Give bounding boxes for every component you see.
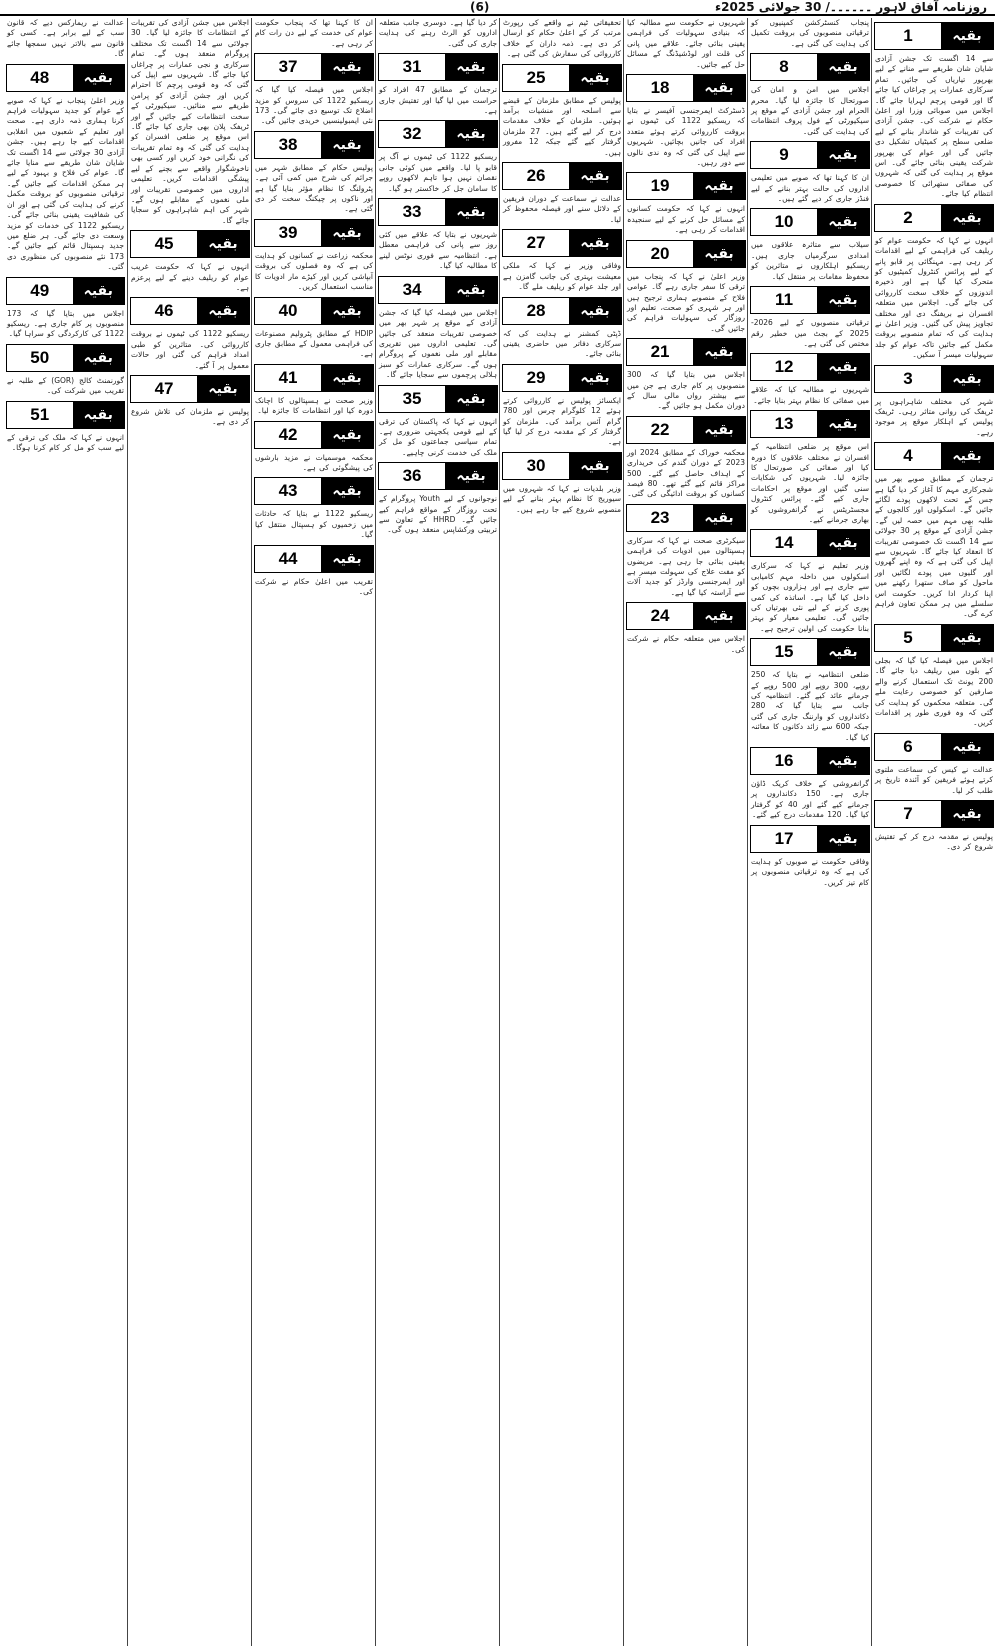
continuation-banner bbox=[254, 53, 374, 81]
continuation-banner bbox=[130, 230, 250, 258]
continuation-number: 30 bbox=[526, 455, 546, 475]
article-text: شہریوں نے بتایا کہ علاقے میں کئی روز سے پانی کی فراہمی معطل ہے۔ انتظامیہ سے فوری نوٹس لینے کا مطالبہ کیا گیا۔ bbox=[379, 230, 497, 271]
continuation-label: بقیہ bbox=[817, 748, 869, 774]
article-text: گورنمنٹ کالج (GOR) کے طلبہ نے تقریب میں شرکت کی۔ bbox=[7, 375, 125, 396]
article-text: اجلاس میں بتایا گیا کہ 173 منصوبوں پر کام جاری ہے۔ ریسکیو 1122 کی کارکردگی کو سراہا گیا۔ bbox=[7, 308, 124, 339]
continuation-banner bbox=[502, 452, 622, 480]
continuation-banner bbox=[874, 22, 994, 50]
continuation-number: 29 bbox=[526, 367, 546, 387]
article-text: ان کا کہنا تھا کہ پنجاب حکومت عوام کی خدمت کے لیے دن رات کام کر رہی ہے۔ bbox=[255, 18, 373, 48]
continuation-banner bbox=[874, 442, 994, 470]
article-text: نوجوانوں کے لیے Youth پروگرام کے تحت روزگار کے مواقع فراہم کیے جائیں گے۔ HHRD کے تعاون سے تربیتی ورکشاپس منعقد ہوں گی۔ bbox=[379, 494, 497, 535]
continuation-number: 22 bbox=[650, 419, 670, 439]
continuation-label: بقیہ bbox=[445, 121, 497, 147]
continuation-number: 9 bbox=[779, 145, 789, 165]
article-text: ضلعی انتظامیہ نے بتایا کہ 250 روپے، 300 روپے اور 500 روپے کے جرمانے عائد کیے گئے۔ انتظامیہ کی جانب سے بتایا گیا کہ 280 دکانداروں کو وارننگ جاری کی گئی جبکہ 600 سے زائد دکانوں کا معائنہ کیا گیا۔ bbox=[751, 670, 869, 742]
continuation-banner bbox=[6, 401, 125, 429]
continuation-number: 10 bbox=[774, 212, 794, 232]
continuation-label: بقیہ bbox=[321, 220, 373, 246]
continuation-number: 38 bbox=[278, 134, 298, 154]
article-text: HDIP کے مطابق پٹرولیم مصنوعات کی فراہمی معمول کے مطابق جاری ہے۔ bbox=[254, 328, 373, 359]
continuation-label: بقیہ bbox=[693, 241, 745, 267]
article-text: انہوں نے کہا کہ حکومت غریب عوام کو ریلیف دینے کے لیے پرعزم ہے۔ bbox=[131, 262, 249, 292]
continuation-label: بقیہ bbox=[817, 142, 869, 168]
continuation-label: بقیہ bbox=[817, 639, 869, 665]
article-text: عدالت نے سماعت کے دوران فریقین کے دلائل سنے اور فیصلہ محفوظ کر لیا۔ bbox=[503, 194, 621, 224]
continuation-banner bbox=[874, 204, 994, 232]
continuation-banner bbox=[254, 131, 374, 159]
continuation-label: بقیہ bbox=[693, 339, 745, 365]
continuation-label: بقیہ bbox=[321, 478, 373, 504]
continuation-number: 18 bbox=[650, 78, 670, 98]
continuation-number: 39 bbox=[278, 222, 298, 242]
continuation-banner bbox=[874, 800, 994, 828]
article-text: محکمہ خوراک کے مطابق 2024 اور 2023 کے دوران گندم کی خریداری کے اہداف حاصل کیے گئے۔ 500 مراکز قائم کیے گئے تھے۔ 80 فیصد کسانوں کو بروقت ادائیگی کی گئی۔ bbox=[627, 447, 745, 499]
article-text: پولیس نے مقدمہ درج کر کے تفتیش شروع کر دی۔ bbox=[875, 831, 993, 852]
continuation-banner bbox=[502, 297, 622, 325]
continuation-number: 42 bbox=[278, 424, 298, 444]
continuation-label: بقیہ bbox=[73, 65, 124, 91]
article-text: پولیس نے ملزمان کی تلاش شروع کر دی ہے۔ bbox=[131, 406, 249, 427]
article-text: گرانفروشی کے خلاف کریک ڈاؤن جاری ہے۔ 150 دکانداروں پر جرمانے کیے گئے اور 40 کو گرفتار کیا گیا۔ 120 مقدمات درج کیے گئے۔ bbox=[751, 779, 869, 820]
article-text: شہریوں نے مطالبہ کیا کہ علاقے میں صفائی کا نظام بہتر بنایا جائے۔ bbox=[751, 385, 869, 405]
continuation-banner bbox=[378, 198, 498, 226]
continuation-number: 31 bbox=[402, 57, 422, 77]
continuation-banner bbox=[750, 141, 870, 169]
article-text: ایکسائز پولیس نے کارروائی کرتے ہوئے 12 کلوگرام چرس اور 780 گرام آئس برآمد کی۔ ملزمان کو گرفتار کر کے مقدمہ درج کر لیا گیا ہے۔ bbox=[503, 395, 621, 447]
article-text: تقریب میں اعلیٰ حکام نے شرکت کی۔ bbox=[255, 576, 373, 596]
continuation-number: 4 bbox=[903, 446, 913, 466]
continuation-number: 2 bbox=[903, 207, 913, 227]
continuation-number: 3 bbox=[903, 368, 913, 388]
continuation-number: 25 bbox=[526, 67, 546, 87]
article-text: محکمہ موسمیات نے مزید بارشوں کی پیشگوئی کی ہے۔ bbox=[255, 452, 373, 472]
continuation-banner bbox=[502, 64, 622, 92]
continuation-banner bbox=[626, 338, 746, 366]
continuation-banner bbox=[750, 410, 870, 438]
continuation-number: 14 bbox=[774, 533, 794, 553]
continuation-number: 33 bbox=[402, 202, 422, 222]
continuation-label: بقیہ bbox=[941, 801, 993, 827]
continuation-label: بقیہ bbox=[321, 422, 373, 448]
continuation-number: 19 bbox=[650, 176, 670, 196]
continuation-label: بقیہ bbox=[941, 734, 993, 760]
news-column bbox=[251, 18, 376, 1646]
article-text: وزیر بلدیات نے کہا کہ شہروں میں سیوریج کا نظام بہتر بنانے کے لیے منصوبے شروع کیے جا رہے ہیں۔ bbox=[503, 483, 621, 514]
continuation-banner bbox=[874, 365, 994, 393]
article-text: ان کا کہنا تھا کہ صوبے میں تعلیمی اداروں کی حالت بہتر بنانے کے لیے فنڈز جاری کر دیے گئے ہیں۔ bbox=[751, 173, 869, 204]
continuation-banner bbox=[6, 344, 125, 372]
article-text: اجلاس میں فیصلہ کیا گیا کہ بجلی کے بلوں میں ریلیف دیا جائے گا۔ 200 یونٹ تک استعمال کرنے والے صارفین کو خصوصی رعایت ملے گی۔ متعلقہ محکموں کو ہدایت کی گئی کہ وہ فوری طور پر اقدامات کریں۔ bbox=[875, 655, 993, 728]
continuation-label: بقیہ bbox=[817, 54, 869, 80]
continuation-label: بقیہ bbox=[569, 453, 621, 479]
continuation-number: 40 bbox=[278, 300, 298, 320]
article-text: سیکرٹری صحت نے کہا کہ سرکاری ہسپتالوں میں ادویات کی فراہمی یقینی بنائی جا رہی ہے۔ مریضوں کو مفت علاج کی سہولت میسر ہے اور ایمرجنسی وارڈز کو جدید آلات سے آراستہ کیا گیا ہے۔ bbox=[627, 535, 745, 597]
article-text: انہوں نے کہا کہ حکومت کسانوں کے مسائل حل کرنے کے لیے سنجیدہ اقدامات کر رہی ہے۔ bbox=[627, 204, 745, 235]
continuation-label: بقیہ bbox=[817, 354, 869, 380]
article-text: اجلاس میں فیصلہ کیا گیا کہ ریسکیو 1122 کی سروس کو مزید اضلاع تک توسیع دی جائے گی۔ 173 نئی ایمبولینسیں خریدی جائیں گی۔ bbox=[255, 85, 373, 126]
continuation-banner bbox=[254, 421, 374, 449]
continuation-number: 21 bbox=[650, 342, 670, 362]
continuation-banner bbox=[750, 353, 870, 381]
article-text: اجلاس میں فیصلہ کیا گیا کہ جشن آزادی کے موقع پر شہر بھر میں خصوصی تقریبات منعقد کی جائیں گی۔ تعلیمی اداروں میں تقریری مقابلے اور ملی نغموں کے پروگرام ہوں گے۔ سرکاری عمارات کو سبز ہلالی پرچموں سے سجایا جائے گا۔ bbox=[379, 307, 497, 380]
continuation-label: بقیہ bbox=[569, 65, 621, 91]
article-text: عدالت نے ریمارکس دیے کہ قانون سب کے لیے برابر ہے۔ کسی کو قانون سے بالاتر نہیں سمجھا جائے گا۔ bbox=[7, 18, 124, 59]
continuation-banner bbox=[254, 219, 374, 247]
news-column bbox=[127, 18, 252, 1646]
continuation-banner bbox=[378, 276, 498, 304]
continuation-banner bbox=[378, 120, 498, 148]
article-text: اجلاس میں امن و امان کی صورتحال کا جائزہ لیا گیا۔ محرم الحرام اور جشن آزادی کے موقع پر سیکیورٹی کے فول پروف انتظامات کی ہدایت کی گئی۔ bbox=[751, 85, 869, 136]
article-text: شہریوں نے حکومت سے مطالبہ کیا کہ بنیادی سہولیات کی فراہمی یقینی بنائی جائے۔ علاقے میں پانی کی قلت اور لوڈشیڈنگ کے مسائل حل کیے جائیں۔ bbox=[627, 18, 745, 69]
continuation-number: 48 bbox=[30, 67, 50, 87]
continuation-banner bbox=[750, 529, 870, 557]
article-text: سے 14 اگست تک جشن آزادی شایان شان طریقے سے منانے کے لیے بھرپور تیاریاں کی جائیں۔ تمام سرکاری عمارات پر چراغاں کیا جائے گا اور قومی پرچم لہرایا جائے گا۔ اجلاس میں صوبائی وزرا اور اعلیٰ حکام نے شرکت کی۔ جشن آزادی کی تقریبات کو شاندار بنانے کے لیے ضلعی سطح پر کمیٹیاں تشکیل دی جائیں گی اور عوام کی بھرپور شرکت یقینی بنائی جائے گی۔ اس موقع پر ہدایت کی گئی کہ شہروں کی صفائی ستھرائی کا خصوصی انتظام کیا جائے۔ bbox=[875, 54, 993, 199]
article-text: کر دیا گیا ہے۔ دوسری جانب متعلقہ اداروں کو الرٹ رہنے کی ہدایت جاری کی گئی۔ bbox=[379, 18, 497, 48]
continuation-number: 50 bbox=[30, 347, 50, 367]
continuation-banner bbox=[502, 229, 622, 257]
continuation-label: بقیہ bbox=[941, 625, 993, 651]
continuation-label: بقیہ bbox=[569, 365, 621, 391]
news-column bbox=[871, 18, 995, 1646]
continuation-number: 1 bbox=[903, 26, 913, 45]
continuation-banner bbox=[6, 64, 125, 92]
continuation-number: 44 bbox=[278, 548, 298, 568]
continuation-banner bbox=[254, 545, 374, 573]
news-column bbox=[4, 18, 127, 1646]
continuation-label: بقیہ bbox=[321, 365, 373, 391]
news-column bbox=[747, 18, 872, 1646]
continuation-number: 45 bbox=[154, 234, 174, 254]
news-column bbox=[499, 18, 624, 1646]
continuation-number: 43 bbox=[278, 481, 298, 501]
continuation-banner bbox=[626, 74, 746, 102]
news-column bbox=[375, 18, 500, 1646]
article-text: اجلاس میں متعلقہ حکام نے شرکت کی۔ bbox=[627, 634, 745, 654]
continuation-number: 8 bbox=[779, 57, 789, 77]
article-text: اجلاس میں جشن آزادی کی تقریبات کے انتظامات کا جائزہ لیا گیا۔ 30 جولائی سے 14 اگست تک مختلف پروگرام منعقد ہوں گے۔ تمام سرکاری و نجی عمارات پر چراغاں کیا جائے گا۔ شہریوں سے اپیل کی گئی کہ وہ قومی پرچم کا احترام کریں اور جشن آزادی کو پرامن طریقے سے منائیں۔ سیکیورٹی کے سخت انتظامات کیے جائیں گے اور ٹریفک پلان بھی جاری کیا جائے گا۔ اس موقع پر ضلعی افسران کو ہدایت کی گئی کہ وہ تمام تقریبات کی نگرانی خود کریں اور کسی بھی ناخوشگوار واقعے سے بچنے کے لیے پیشگی اقدامات کریں۔ تعلیمی اداروں میں خصوصی تقریبات اور ملی نغموں کے مقابلے ہوں گے۔ شہر کی اہم شاہراہوں کو سجایا جائے گا۔ bbox=[131, 18, 249, 225]
continuation-banner bbox=[254, 297, 374, 325]
continuation-banner bbox=[378, 53, 498, 81]
continuation-label: بقیہ bbox=[321, 298, 373, 324]
article-text: وزیر اعلیٰ پنجاب نے کہا کہ صوبے کے عوام کو جدید سہولیات فراہم کرنا ہماری ذمہ داری ہے۔ صحت اور تعلیم کے شعبوں میں انقلابی اقدامات کیے جا رہے ہیں۔ جشن آزادی 30 جولائی سے 14 اگست تک شایان شان طریقے سے منایا جائے گا۔ عوام کی فلاح و بہبود کے لیے ہر ممکن اقدامات کیے جائیں گے۔ ترقیاتی منصوبوں کو بروقت مکمل کرنے کی ہدایت کی گئی ہے اور ان کی شفافیت یقینی بنائی جائے گی۔ ریسکیو 1122 کی خدمات کو مزید وسعت دی جائے گی۔ ہر ضلع میں جدید ہسپتال قائم کیے جائیں گے۔ 173 نئے منصوبوں کی منظوری دی گئی۔ bbox=[7, 95, 124, 272]
article-text: اس موقع پر ضلعی انتظامیہ کے افسران نے مختلف علاقوں کا دورہ کیا اور صفائی کی صورتحال کا جائزہ لیا۔ شہریوں کی شکایات سنی گئیں اور موقع پر احکامات جاری کیے گئے۔ پرائس کنٹرول مجسٹریٹس نے گرانفروشوں کو بھاری جرمانے کیے۔ bbox=[751, 442, 869, 524]
continuation-label: بقیہ bbox=[817, 411, 869, 437]
continuation-banner bbox=[130, 297, 250, 325]
continuation-label: بقیہ bbox=[693, 173, 745, 199]
article-text: اجلاس میں بتایا گیا کہ 300 منصوبوں پر کام جاری ہے جن میں سے بیشتر رواں مالی سال کے دوران مکمل ہو جائیں گے۔ bbox=[627, 370, 745, 411]
article-text: محکمہ زراعت نے کسانوں کو ہدایت کی ہے کہ وہ فصلوں کی بروقت آبپاشی کریں اور کیڑے مار ادویات کا مناسب استعمال کریں۔ bbox=[255, 250, 373, 292]
continuation-number: 41 bbox=[278, 367, 298, 387]
continuation-number: 24 bbox=[650, 606, 670, 626]
continuation-label: بقیہ bbox=[941, 443, 993, 469]
continuation-banner bbox=[750, 208, 870, 236]
continuation-label: بقیہ bbox=[693, 505, 745, 531]
continuation-number: 47 bbox=[154, 378, 174, 398]
continuation-number: 6 bbox=[903, 736, 913, 756]
continuation-label: بقیہ bbox=[445, 463, 497, 489]
continuation-number: 27 bbox=[526, 233, 546, 253]
article-text: ریسکیو 1122 کی ٹیموں نے آگ پر قابو پا لیا۔ واقعے میں کوئی جانی نقصان نہیں ہوا تاہم لاکھوں روپے کا سامان جل کر خاکستر ہو گیا۔ bbox=[379, 152, 497, 193]
continuation-number: 46 bbox=[154, 301, 174, 321]
continuation-label: بقیہ bbox=[445, 277, 497, 303]
article-text: ترجمان کے مطابق صوبے بھر میں شجرکاری مہم کا آغاز کر دیا گیا ہے جس کے تحت لاکھوں پودے لگائے جائیں گے۔ اسکولوں اور کالجوں کے طلبہ بھی مہم میں حصہ لیں گے۔ جشن آزادی کے موقع پر 30 جولائی سے 14 اگست تک خصوصی تقریبات کا انعقاد کیا جائے گا۔ شہریوں سے اپیل کی گئی ہے کہ وہ اپنے گھروں اور گلیوں میں پودے لگائیں اور ماحول کو صاف ستھرا رکھنے میں اپنا کردار ادا کریں۔ حکومت اس سلسلے میں ہر ممکن تعاون فراہم کرے گی۔ bbox=[875, 474, 994, 619]
continuation-label: بقیہ bbox=[941, 23, 993, 49]
article-text: پولیس کے مطابق ملزمان کے قبضے سے اسلحہ اور منشیات برآمد ہوئیں۔ ملزمان کے خلاف مقدمات درج کر لیے گئے ہیں۔ 27 ملزمان گرفتار کیے گئے جبکہ 12 مفرور ہیں۔ bbox=[503, 95, 621, 157]
continuation-banner bbox=[750, 825, 870, 853]
article-text: انہوں نے کہا کہ ملک کی ترقی کے لیے سب کو مل کر کام کرنا ہوگا۔ bbox=[7, 432, 124, 452]
continuation-number: 49 bbox=[30, 280, 50, 300]
article-text: ریسکیو 1122 کی ٹیموں نے بروقت کارروائی کی۔ متاثرین کو طبی امداد فراہم کی گئی اور حالات معمول پر آ گئے۔ bbox=[131, 329, 249, 370]
article-text: وزیر صحت نے ہسپتالوں کا اچانک دورہ کیا اور انتظامات کا جائزہ لیا۔ bbox=[255, 395, 373, 416]
article-text: سیلاب سے متاثرہ علاقوں میں امدادی سرگرمیاں جاری ہیں۔ ریسکیو اہلکاروں نے متاثرین کو محفوظ مقامات پر منتقل کیا۔ bbox=[751, 240, 869, 281]
continuation-number: 16 bbox=[774, 751, 794, 771]
continuation-label: بقیہ bbox=[569, 298, 621, 324]
continuation-banner bbox=[502, 364, 622, 392]
continuation-label: بقیہ bbox=[817, 826, 869, 852]
continuation-banner bbox=[750, 53, 870, 81]
continuation-number: 37 bbox=[278, 57, 298, 77]
article-text: پنجاب کنسٹرکشن کمپنیوں کو ترقیاتی منصوبوں کی بروقت تکمیل کی ہدایت کی گئی ہے۔ bbox=[751, 18, 869, 48]
continuation-banner bbox=[502, 162, 622, 190]
continuation-number: 7 bbox=[903, 803, 913, 823]
continuation-number: 11 bbox=[775, 290, 794, 310]
continuation-number: 28 bbox=[526, 300, 546, 320]
continuation-label: بقیہ bbox=[197, 376, 249, 402]
continuation-banner bbox=[254, 364, 374, 392]
continuation-label: بقیہ bbox=[321, 546, 373, 572]
continuation-banner bbox=[874, 733, 994, 761]
continuation-label: بقیہ bbox=[569, 230, 621, 256]
continuation-label: بقیہ bbox=[693, 75, 745, 101]
continuation-label: بقیہ bbox=[73, 402, 124, 428]
article-text: ڈپٹی کمشنر نے ہدایت کی کہ سرکاری دفاتر میں حاضری یقینی بنائی جائے۔ bbox=[503, 328, 621, 359]
article-text: انہوں نے کہا کہ پاکستان کی ترقی کے لیے قومی یکجہتی ضروری ہے۔ تمام سیاسی جماعتوں کو مل کر ملک کی خدمت کرنی چاہیے۔ bbox=[379, 416, 497, 457]
article-text: ریسکیو 1122 نے بتایا کہ حادثات میں زخمیوں کو ہسپتال منتقل کیا گیا۔ bbox=[255, 509, 373, 540]
continuation-banner bbox=[6, 277, 125, 305]
article-text: عدالت نے کیس کی سماعت ملتوی کرتے ہوئے فریقین کو آئندہ تاریخ پر طلب کر لیا۔ bbox=[875, 764, 993, 795]
continuation-number: 20 bbox=[650, 243, 670, 263]
continuation-banner bbox=[378, 462, 498, 490]
continuation-label: بقیہ bbox=[569, 163, 621, 189]
article-text: انہوں نے کہا کہ حکومت عوام کو ریلیف کی فراہمی کے لیے اقدامات کر رہی ہے۔ مہنگائی پر قابو پانے کے لیے پرائس کنٹرول کمیٹیوں کو متحرک کیا گیا ہے اور ذخیرہ اندوزوں کے خلاف سخت کارروائی کی جائے گی۔ اجلاس میں متعلقہ افسران نے بریفنگ دی اور مختلف تجاویز پیش کی گئیں۔ وزیر اعلیٰ نے ہدایت کی کہ تمام منصوبے بروقت مکمل کیے جائیں تاکہ عوام کو جلد سہولیات میسر آ سکیں۔ bbox=[875, 235, 993, 360]
continuation-label: بقیہ bbox=[693, 603, 745, 629]
continuation-label: بقیہ bbox=[817, 287, 869, 313]
continuation-number: 13 bbox=[774, 414, 794, 434]
continuation-label: بقیہ bbox=[445, 199, 497, 225]
article-text: ڈسٹرکٹ ایمرجنسی آفیسر نے بتایا کہ ریسکیو 1122 کی ٹیموں نے بروقت کارروائی کرتے ہوئے متعدد افراد کی جانیں بچائیں۔ شہریوں سے اپیل کی گئی کہ وہ ندی نالوں سے دور رہیں۔ bbox=[627, 106, 745, 168]
continuation-label: بقیہ bbox=[197, 298, 249, 324]
continuation-label: بقیہ bbox=[817, 209, 869, 235]
continuation-number: 36 bbox=[402, 466, 422, 486]
continuation-number: 35 bbox=[402, 388, 422, 408]
article-text: ترقیاتی منصوبوں کے لیے 2026-2025 کے بجٹ میں خطیر رقم مختص کی گئی ہے۔ bbox=[751, 318, 869, 348]
article-text: وزیر تعلیم نے کہا کہ سرکاری اسکولوں میں داخلہ مہم کامیابی سے جاری ہے اور ہزاروں بچوں کو داخل کیا گیا ہے۔ اساتذہ کی کمی پوری کرنے کے لیے نئی بھرتیاں کی جائیں گی۔ تعلیمی معیار کو بہتر بنانا حکومت کی اولین ترجیح ہے۔ bbox=[751, 561, 869, 633]
continuation-label: بقیہ bbox=[445, 386, 497, 412]
continuation-banner bbox=[378, 385, 498, 413]
continuation-number: 34 bbox=[402, 279, 422, 299]
continuation-banner bbox=[130, 375, 250, 403]
continuation-label: بقیہ bbox=[321, 54, 373, 80]
article-text: وزیر اعلیٰ نے کہا کہ پنجاب میں ترقی کا سفر جاری رہے گا۔ عوامی فلاح کے منصوبے ہماری ترجیح ہیں اور ہر شہری کو صحت، تعلیم اور روزگار کی سہولیات فراہم کی جائیں گی۔ bbox=[627, 271, 745, 333]
continuation-number: 26 bbox=[526, 166, 546, 186]
continuation-number: 17 bbox=[774, 828, 794, 848]
continuation-label: بقیہ bbox=[817, 530, 869, 556]
continuation-banner bbox=[750, 638, 870, 666]
continuation-banner bbox=[626, 504, 746, 532]
continuation-banner bbox=[626, 602, 746, 630]
continuation-banner bbox=[626, 416, 746, 444]
continuation-banner bbox=[874, 624, 994, 652]
news-column bbox=[623, 18, 748, 1646]
article-text: پولیس حکام کے مطابق شہر میں جرائم کی شرح میں کمی آئی ہے۔ پٹرولنگ کا نظام مؤثر بنایا گیا ہے اور ناکوں پر چیکنگ سخت کر دی گئی ہے۔ bbox=[255, 162, 373, 214]
continuation-number: 12 bbox=[774, 357, 794, 377]
article-text: شہر کی مختلف شاہراہوں پر ٹریفک کی روانی متاثر رہی۔ ٹریفک پولیس کے اہلکار موقع پر موجود رہے۔ bbox=[875, 396, 993, 437]
newspaper-date-line: روزنامہ آفاق لاہور ۔۔۔۔۔۔/ 30 جولائی 2025ء bbox=[715, 0, 987, 14]
continuation-number: 15 bbox=[774, 642, 794, 662]
continuation-label: بقیہ bbox=[73, 278, 124, 304]
article-text: تحقیقاتی ٹیم نے واقعے کی رپورٹ مرتب کر کے اعلیٰ حکام کو ارسال کر دی ہے۔ ذمہ داران کے خلاف کارروائی کی سفارش کی گئی ہے۔ bbox=[503, 18, 621, 59]
article-text: وفاقی وزیر نے کہا کہ ملکی معیشت بہتری کی جانب گامزن ہے اور جلد عوام کو ریلیف ملے گا۔ bbox=[503, 261, 621, 292]
continuation-label: بقیہ bbox=[197, 231, 249, 257]
continuation-banner bbox=[750, 747, 870, 775]
article-text: وفاقی حکومت نے صوبوں کو ہدایت کی ہے کہ وہ ترقیاتی منصوبوں پر کام تیز کریں۔ bbox=[751, 856, 869, 887]
masthead-strip bbox=[0, 0, 995, 16]
continuation-label: بقیہ bbox=[445, 54, 497, 80]
continuation-banner bbox=[254, 477, 374, 505]
continuation-label: بقیہ bbox=[941, 205, 993, 231]
continuation-label: بقیہ bbox=[321, 132, 373, 158]
continuation-label: بقیہ bbox=[73, 345, 124, 371]
continuation-number: 23 bbox=[650, 507, 670, 527]
article-text: ترجمان کے مطابق 47 افراد کو حراست میں لیا گیا اور تفتیش جاری ہے۔ bbox=[379, 85, 498, 116]
continuation-banner bbox=[626, 240, 746, 268]
continuation-banner bbox=[750, 286, 870, 314]
continuation-number: 32 bbox=[402, 124, 422, 144]
continuation-label: بقیہ bbox=[941, 366, 993, 392]
continuation-number: 51 bbox=[30, 404, 50, 424]
page-number: (6) bbox=[470, 0, 490, 14]
continuation-number: 5 bbox=[903, 627, 913, 647]
continuation-banner bbox=[626, 172, 746, 200]
continuation-label: بقیہ bbox=[693, 417, 745, 443]
